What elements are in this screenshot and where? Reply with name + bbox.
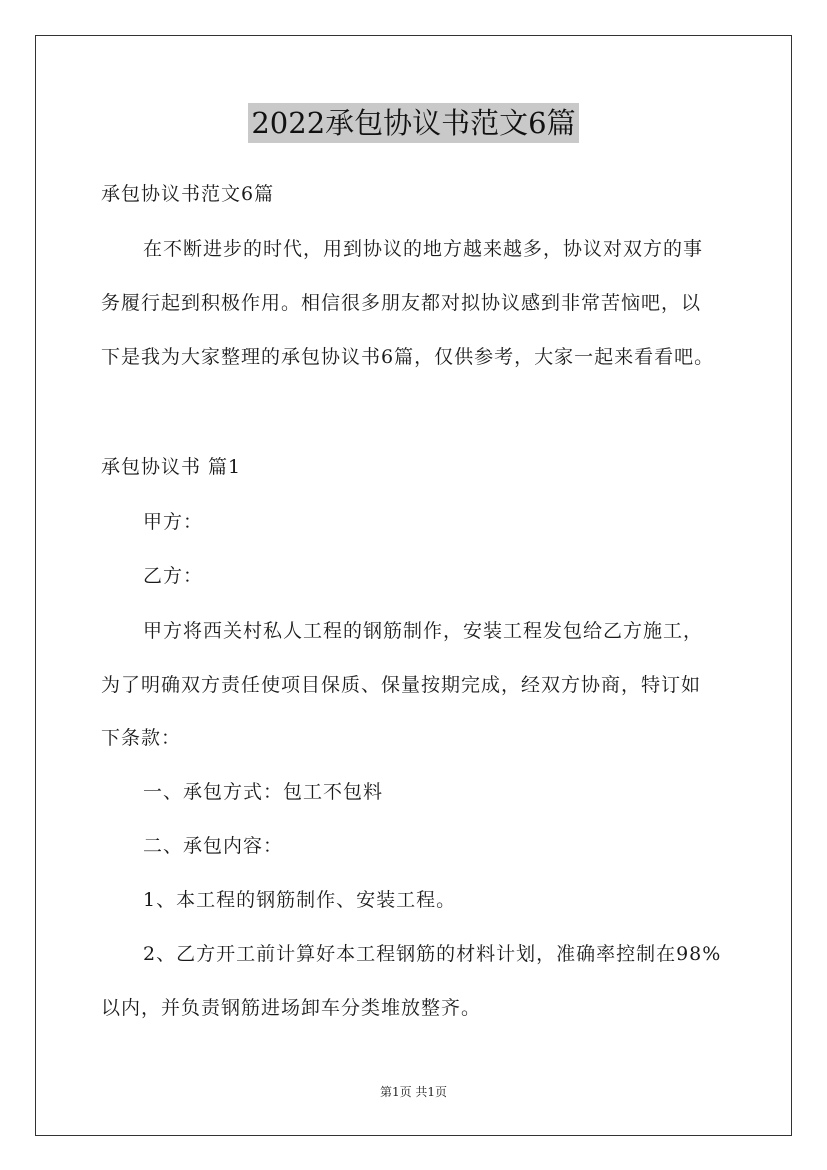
body-line-1: 甲方将西关村私人工程的钢筋制作，安装工程发包给乙方施工， <box>143 620 704 642</box>
item-2-line-1: 2、乙方开工前计算好本工程钢筋的材料计划，准确率控制在98% <box>143 943 722 965</box>
intro-line-1: 在不断进步的时代，用到协议的地方越来越多，协议对双方的事 <box>143 238 704 260</box>
page-footer: 第1页 共1页 <box>379 1085 448 1099</box>
intro-line-3: 下是我为大家整理的承包协议书6篇，仅供参考，大家一起来看看吧。 <box>101 346 715 368</box>
section-heading: 承包协议书 篇1 <box>101 456 242 478</box>
document-title-wrapper <box>0 103 827 143</box>
item-2-line-2: 以内，并负责钢筋进场卸车分类堆放整齐。 <box>101 997 482 1019</box>
body-line-3: 下条款： <box>101 727 182 749</box>
party-a-label: 甲方： <box>143 511 204 533</box>
clause-1: 一、承包方式：包工不包料 <box>143 781 384 803</box>
item-1: 1、本工程的钢筋制作、安装工程。 <box>143 889 457 911</box>
body-line-2: 为了明确双方责任使项目保质、保量按期完成，经双方协商，特订如 <box>101 674 702 696</box>
document-subtitle: 承包协议书范文6篇 <box>101 183 275 205</box>
clause-2: 二、承包内容： <box>143 835 284 857</box>
party-b-label: 乙方： <box>143 565 204 587</box>
intro-line-2: 务履行起到积极作用。相信很多朋友都对拟协议感到非常苦恼吧，以 <box>101 292 702 314</box>
document-title: 2022承包协议书范文6篇 <box>248 103 578 143</box>
